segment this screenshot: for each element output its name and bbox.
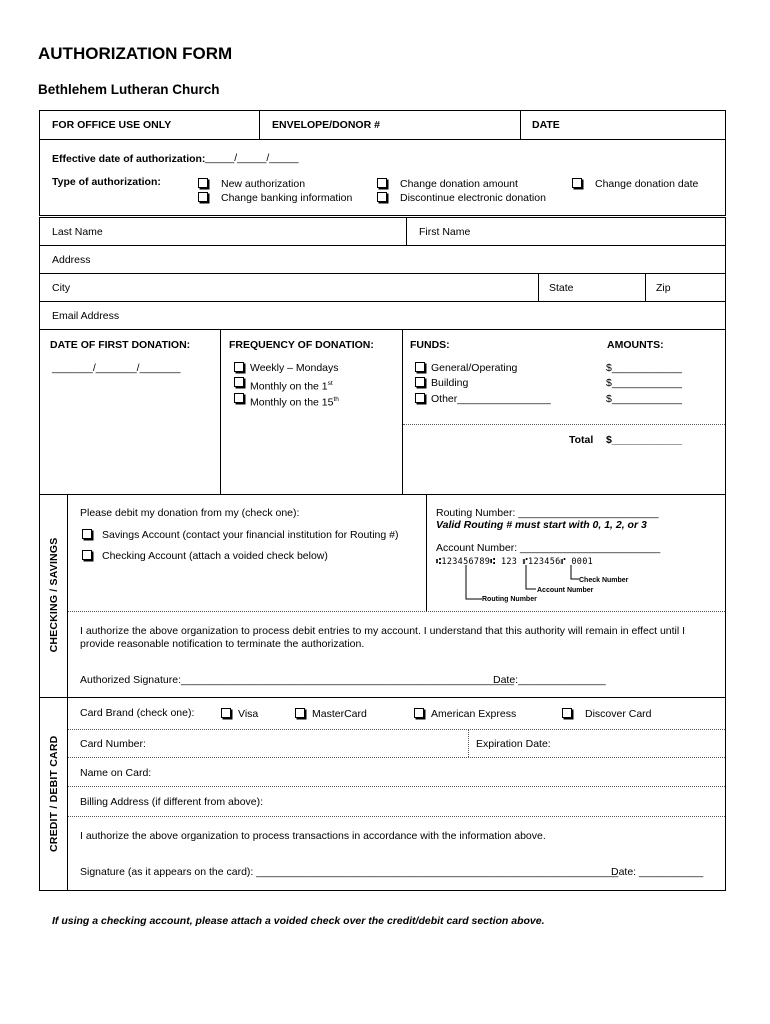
effective-date-label: Effective date of authorization: <box>52 153 206 165</box>
routing-number-label: Routing Number <box>482 596 537 603</box>
fund-other[interactable]: Other________________ <box>431 393 551 405</box>
church-name: Bethlehem Lutheran Church <box>38 82 220 97</box>
checking-savings-section-label: CHECKING / SAVINGS <box>48 537 60 653</box>
fund-general: General/Operating <box>431 362 518 374</box>
first-name-field[interactable]: First Name <box>419 226 471 238</box>
first-donation-label: DATE OF FIRST DONATION: <box>50 339 191 351</box>
zip-field[interactable]: Zip <box>656 282 671 294</box>
option-change-date: Change donation date <box>595 178 699 190</box>
footer-note: If using a checking account, please attach a voided check over the credit/debit card section above. <box>52 915 545 927</box>
checkbox-new-authorization[interactable] <box>198 178 208 188</box>
date-label: DATE <box>532 119 560 131</box>
frequency-label: FREQUENCY OF DONATION: <box>229 339 374 351</box>
check-number-label: Check Number <box>579 577 629 584</box>
routing-note: Valid Routing # must start with 0, 1, 2, or 3 <box>436 519 647 531</box>
checkbox-change-amount[interactable] <box>377 178 387 188</box>
checkbox-checking[interactable] <box>82 550 92 560</box>
option-change-banking: Change banking information <box>221 192 353 204</box>
type-label: Type of authorization: <box>52 176 161 188</box>
savings-option: Savings Account (contact your financial institution for Routing #) <box>102 529 399 541</box>
authorized-signature-field[interactable]: Authorized Signature:_________________________________________________________ <box>80 674 514 686</box>
state-field[interactable]: State <box>549 282 574 294</box>
checkbox-american-express[interactable] <box>414 708 424 718</box>
billing-address-field[interactable]: Billing Address (if different from above): <box>80 796 264 808</box>
brand-mastercard: MasterCard <box>312 708 367 720</box>
checkbox-monthly-1st[interactable] <box>234 377 244 387</box>
checkbox-visa[interactable] <box>221 708 231 718</box>
debit-authorization-text: I authorize the above organization to process debit entries to my account. I understand that this authority will remain in effect until I provide reasonable notification to terminate the authorization. <box>80 625 686 650</box>
fund-building: Building <box>431 377 469 389</box>
first-donation-field[interactable]: _______/_______/_______ <box>52 362 181 374</box>
freq-monthly-15th: Monthly on the 15th <box>250 396 339 409</box>
name-on-card-field[interactable]: Name on Card: <box>80 767 152 779</box>
amount-other-field[interactable]: $____________ <box>606 393 682 405</box>
checkbox-change-banking[interactable] <box>198 192 208 202</box>
card-authorization-text: I authorize the above organization to process transactions in accordance with the information above. <box>80 830 546 842</box>
effective-date-field[interactable]: _____/_____/_____ <box>205 152 299 164</box>
email-field[interactable]: Email Address <box>52 310 120 322</box>
checkbox-savings[interactable] <box>82 529 92 539</box>
amount-building-field[interactable]: $____________ <box>606 377 682 389</box>
checkbox-discover[interactable] <box>562 708 572 718</box>
amounts-label: AMOUNTS: <box>607 339 664 351</box>
total-label: Total <box>569 434 594 446</box>
city-field[interactable]: City <box>52 282 71 294</box>
checkbox-fund-general[interactable] <box>415 362 425 372</box>
form-title: AUTHORIZATION FORM <box>38 44 233 63</box>
card-brand-label: Card Brand (check one): <box>80 707 195 719</box>
funds-label: FUNDS: <box>410 339 450 351</box>
micr-line: ⑆123456789⑆ 123 ⑈123456⑈ 0001 <box>436 557 594 567</box>
checkbox-fund-building[interactable] <box>415 377 425 387</box>
debit-prompt: Please debit my donation from my (check one): <box>80 507 300 519</box>
option-discontinue: Discontinue electronic donation <box>400 192 546 204</box>
card-signature-field[interactable]: Signature (as it appears on the card): ______________________________________________________________ <box>80 866 619 878</box>
total-field[interactable]: $____________ <box>606 434 682 446</box>
expiration-date-field[interactable]: Expiration Date: <box>476 738 551 750</box>
brand-american-express: American Express <box>431 708 517 720</box>
amount-general-field[interactable]: $____________ <box>606 362 682 374</box>
routing-number-field[interactable]: Routing Number: ________________________ <box>436 507 659 519</box>
account-number-field[interactable]: Account Number: ________________________ <box>436 542 661 554</box>
credit-debit-section-label: CREDIT / DEBIT CARD <box>48 735 60 852</box>
freq-monthly-1st: Monthly on the 1st <box>250 380 333 393</box>
brand-visa: Visa <box>238 708 259 720</box>
checkbox-change-date[interactable] <box>572 178 582 188</box>
debit-date-field[interactable]: Date:_______________ <box>493 674 606 686</box>
envelope-donor-label: ENVELOPE/DONOR # <box>272 119 380 131</box>
checking-option: Checking Account (attach a voided check below) <box>102 550 328 562</box>
card-number-field[interactable]: Card Number: <box>80 738 146 750</box>
checkbox-weekly[interactable] <box>234 362 244 372</box>
checkbox-discontinue[interactable] <box>377 192 387 202</box>
card-date-field[interactable]: Date: ___________ <box>611 866 704 878</box>
account-number-label: Account Number <box>537 587 594 594</box>
checkbox-monthly-15th[interactable] <box>234 393 244 403</box>
checkbox-mastercard[interactable] <box>295 708 305 718</box>
checkbox-fund-other[interactable] <box>415 393 425 403</box>
address-field[interactable]: Address <box>52 254 91 266</box>
office-use-label: FOR OFFICE USE ONLY <box>52 119 172 131</box>
option-change-amount: Change donation amount <box>400 178 518 190</box>
brand-discover: Discover Card <box>585 708 652 720</box>
last-name-field[interactable]: Last Name <box>52 226 103 238</box>
option-new-authorization: New authorization <box>221 178 306 190</box>
freq-weekly: Weekly – Mondays <box>250 362 339 374</box>
